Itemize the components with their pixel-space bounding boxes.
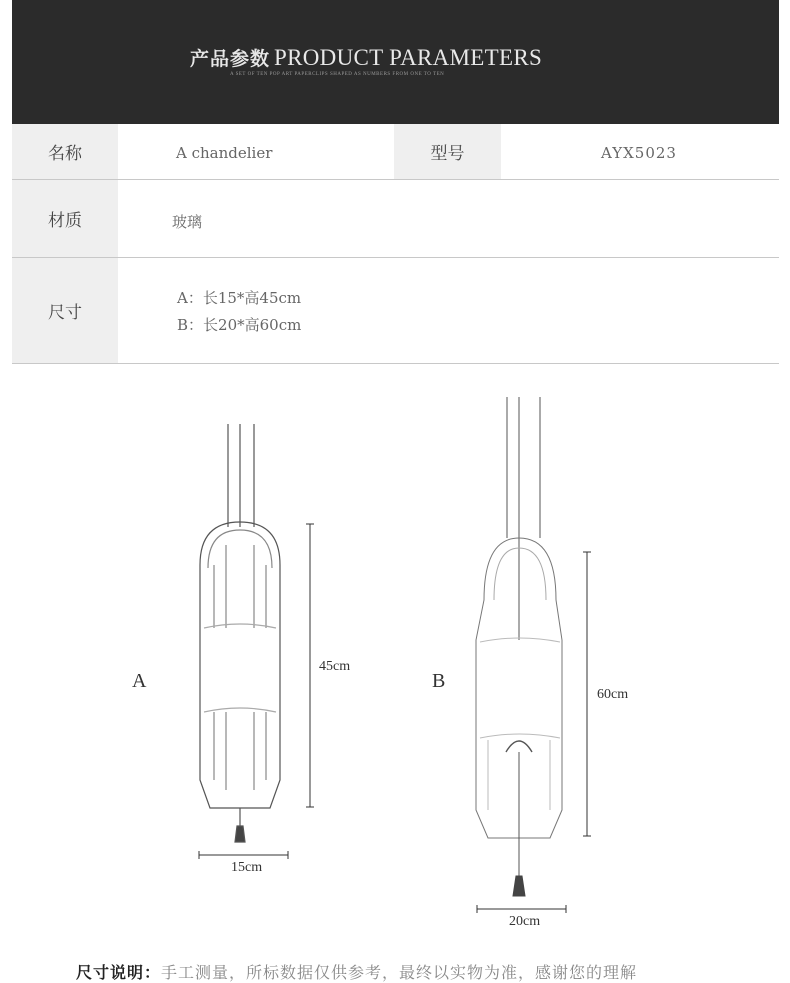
size-note-label: 尺寸说明： xyxy=(76,963,162,982)
spec-value-size-b: B：长20*高60cm xyxy=(177,316,302,334)
spec-label-model: 型号 xyxy=(394,124,501,179)
lamp-a-letter: A xyxy=(132,670,147,692)
spec-value-name: A chandelier xyxy=(176,144,273,162)
spec-label-name: 名称 xyxy=(12,124,118,179)
spec-value-size-a: A：长15*高45cm xyxy=(177,289,302,307)
spec-value-model: AYX5023 xyxy=(601,144,677,162)
lamp-a-dimension-lines xyxy=(199,524,314,859)
banner-title xyxy=(190,44,542,71)
spec-value-material: 玻璃 xyxy=(172,213,203,231)
lamp-a-height-label: 45cm xyxy=(319,659,351,674)
spec-table xyxy=(12,124,779,364)
lamp-b-width-label: 20cm xyxy=(509,914,541,929)
lamp-illustrations xyxy=(0,380,790,940)
header-banner xyxy=(12,0,779,124)
spec-label-material: 材质 xyxy=(12,180,118,257)
dimension-diagram xyxy=(0,380,790,940)
lamp-b-dimension-lines xyxy=(477,552,591,913)
spec-row-material xyxy=(12,180,779,258)
lamp-b-drawing xyxy=(476,397,562,896)
spec-row-size xyxy=(12,258,779,364)
banner-subtitle: A SET OF TEN POP ART PAPERCLIPS SHAPED AS NUMBERS FROM ONE TO TEN xyxy=(230,72,445,77)
lamp-b-height-label: 60cm xyxy=(597,687,629,702)
banner-title-en: PRODUCT PARAMETERS xyxy=(274,45,543,70)
lamp-a-drawing xyxy=(200,424,280,842)
spec-row-name xyxy=(12,124,779,180)
banner-title-zh: 产品参数 xyxy=(190,48,271,70)
size-note-text: 手工测量，所标数据仅供参考，最终以实物为准，感谢您的理解 xyxy=(161,963,638,982)
lamp-b-letter: B xyxy=(432,670,446,692)
spec-label-size: 尺寸 xyxy=(12,258,118,363)
lamp-a-width-label: 15cm xyxy=(231,860,263,875)
